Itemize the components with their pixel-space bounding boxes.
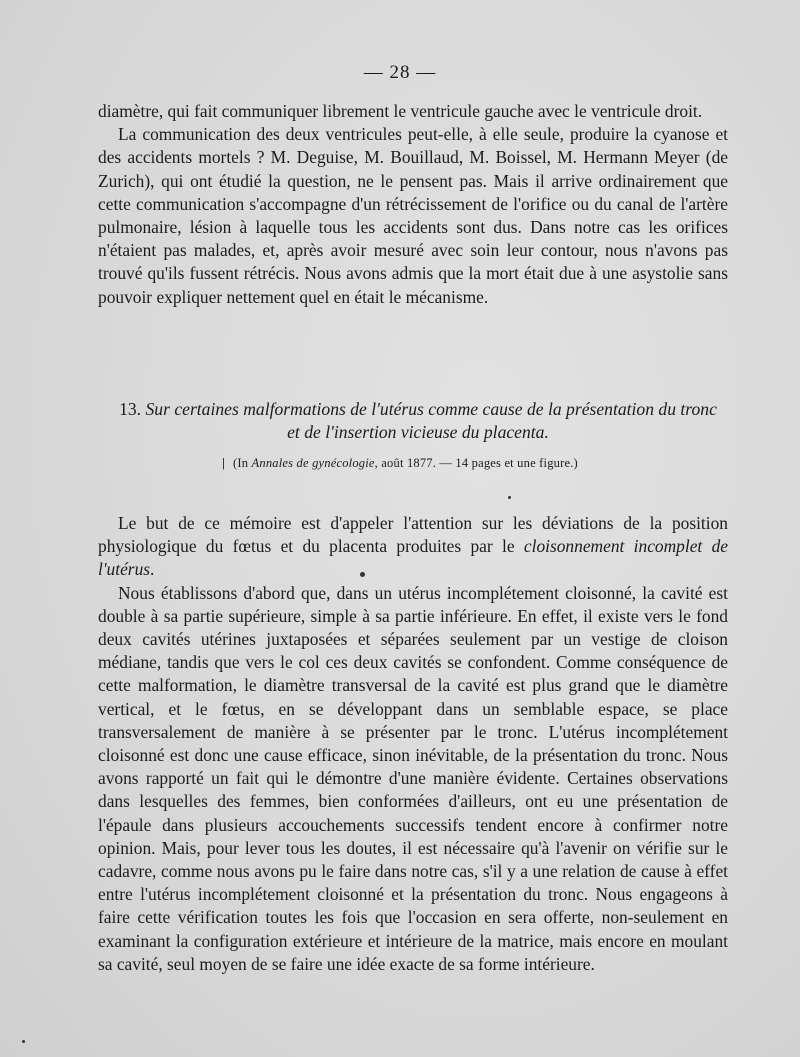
ink-speck [22,1040,25,1043]
paragraph-findings: Nous établissons d'abord que, dans un utérus incomplétement cloisonné, la cavité est double à sa partie supérieure, simple à sa partie inférieure. En effet, il existe vers le fond deux cavités utérines juxtaposées et séparées seulement par un vestige de cloison médiane, tandis que vers le col ces deux cavités se confondent. Comme conséquence de cette malformation, le diamètre transversal de la cavité est plus grand que le diamètre vertical, et le fœtus, en se développant dans un semblable espace, se place transversalement de manière à se présenter par le tronc. L'utérus incomplétement cloisonné est donc une cause efficace, sinon inévitable, de la présentation du tronc. Nous avons rapporté un fait qui le démontre d'une manière évidente. Certaines observations dans lesquelles des femmes, bien conformées d'ailleurs, ont eu une présentation de l'épaule dans plusieurs accouchements successifs tendent encore à confirmer notre opinion. Mais, pour lever tous les doutes, il est nécessaire qu'à l'avenir on vérifie sur le cadavre, comme nous avons pu le faire dans notre cas, s'il y a une relation de cause à effet entre l'utérus incomplétement cloisonné et la présentation du tronc. Nous engageons à faire cette vérification toutes les fois que l'occasion en sera offerte, non-seulement en examinant la configuration extérieure et intérieure de la matrice, mais encore en moulant sa cavité, seul moyen de se faire une idée exacte de sa forme intérieure. [98,582,728,974]
purpose-text: Le but de ce mémoire est d'appeler l'attention sur les déviations de la position physiologique du fœtus et du placenta produites par le [98,513,728,557]
section-previous-text [98,100,728,309]
section-heading [98,398,738,444]
citation-suffix: , août 1877. — 14 pages et une figure.) [374,456,578,470]
heading-title-2: et de l'insertion vicieuse du placenta. [287,422,549,442]
citation-prefix: (In [233,456,252,470]
ink-speck [508,496,511,499]
paragraph-communication: La communication des deux ventricules peut-elle, à elle seule, produire la cyanose et des accidents mortels ? M. Deguise, M. Bouillaud, M. Boissel, M. Hermann Meyer (de Zurich), qui ont étudié la question, ne le pensent pas. Mais il arrive ordinairement que cette communication s'accompagne d'un rétrécissement de l'orifice ou du canal de l'artère pulmonaire, lésion à laquelle tous les accidents sont dus. Dans notre cas les orifices n'étaient pas malades, et, après avoir mesuré avec soin leur contour, nous n'avons pas trouvé qu'ils fussent rétrécis. Nous avons admis que la mort était due à une asystolie sans pouvoir expliquer nettement quel en était le mécanisme. [98,124,728,307]
citation [0,456,800,471]
purpose-emphasis: cloisonnement incomplet de l'utérus [98,536,728,580]
purpose-end: . [150,559,155,580]
paragraph-continuation: diamètre, qui fait communiquer librement le ventricule gauche avec le ventricule droit. [98,101,703,121]
section-body [98,512,728,976]
margin-mark: | [222,456,226,470]
ink-speck [360,572,365,577]
paragraph-purpose [98,512,728,582]
heading-title-1: Sur certaines malformations de l'utérus comme cause de la présentation du tronc [145,399,717,419]
citation-journal: Annales de gynécologie [251,456,375,470]
heading-number: 13. [119,399,142,419]
page-number: — 28 — [363,62,437,83]
heading-line-1 [98,398,738,421]
